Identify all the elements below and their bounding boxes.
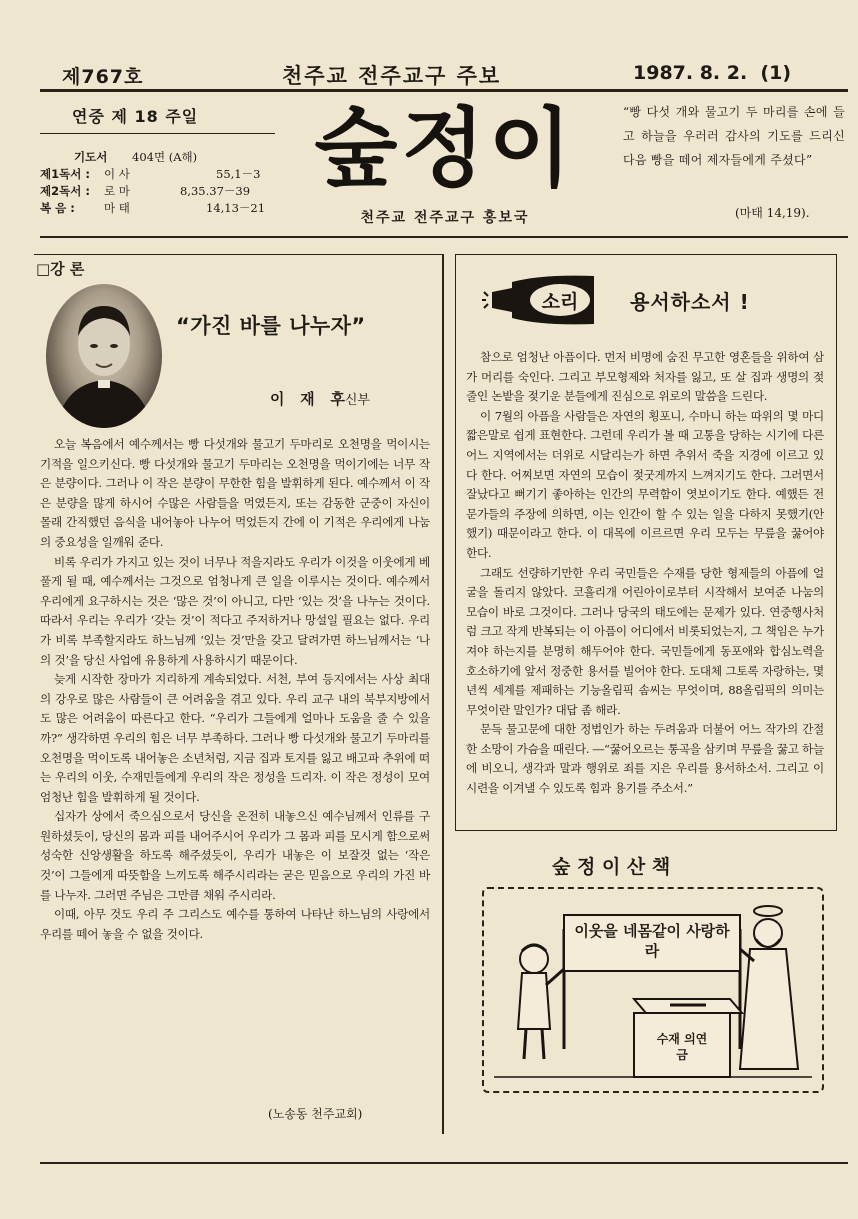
author-photo <box>46 284 162 428</box>
cartoon-illustration <box>484 889 822 1091</box>
sori-badge: 소리 <box>541 291 579 313</box>
masthead-rule-top <box>40 89 848 92</box>
gospel-quote: “빵 다섯 개와 물고기 두 마리를 손에 들고 하늘을 우러러 감사의 기도를 드리신 다음 빵을 떼어 제자들에게 주셨다” <box>623 105 845 167</box>
reading-ref: 55,1－3 <box>216 167 261 181</box>
page-bottom-rule <box>40 1162 848 1164</box>
sermon-body <box>40 435 430 944</box>
liturgical-week: 연중 제 18 주일 <box>72 107 199 126</box>
cartoon-box-label: 수재 의연금 <box>656 1032 708 1062</box>
reading-row <box>40 149 275 166</box>
sermon-paragraph: 오늘 복음에서 예수께서는 빵 다섯개와 물고기 두마리로 오천명을 먹이시는 기적을 일으키신다. 빵 다섯개와 물고기 두마리는 오천명을 먹이기에는 너무 작은 분량이다. 그러나 이 작은 분량이 무한한 힘을 발휘하게 된다. 예수께서 이 작은 분량을 많게 하시어 수많은 사람들을 먹였든지, 또는 감동한 군중이 자신이 몰래 간직했던 음식을 내어놓아 나누어 먹었든지 간에 이 기적은 우리에게 나눔의 중요성을 일깨워 준다. <box>40 437 430 549</box>
readings-list <box>40 149 275 217</box>
reading-row <box>40 200 275 217</box>
sori-body <box>466 348 824 799</box>
sori-title: 용서하소서 ! <box>630 290 750 314</box>
reading-book: 이 사 <box>104 167 130 181</box>
masthead-rule-bottom <box>40 236 848 238</box>
issue-date: 1987. 8. 2. (1) <box>633 62 792 84</box>
issue-number: 제767호 <box>62 66 144 88</box>
cartoon-frame <box>482 887 824 1093</box>
reading-book: 마 태 <box>104 201 130 215</box>
reading-book: 로 마 <box>104 184 130 198</box>
reading-label: 제1독서 : <box>40 167 90 181</box>
sori-paragraph: 그래도 선량하기만한 우리 국민들은 수재를 당한 형제들의 아픔에 얼굴을 돌리지 않았다. 코흘리개 어린아이로부터 시작해서 보여준 나눔의 모습이 바로 그것이다. 그러나 당국의 태도에는 문제가 있다. 연중행사처럼 크고 작게 반복되는 이 아픔이 어디에서 비롯되었는지, 그 책임은 누가 져야 하는지를 분명히 해두어야 한다. 국민들에게 동포애와 합심노력을 호소하기에 앞서 정중한 용서를 빌어야 한다. 도대체 그토록 자랑하는, 몇 년씩 세계를 제패하는 기능올림픽 솜씨는 무엇이며, 88올림픽의 의미는 무엇이란 말인가? 대답 좀 해라. <box>466 565 824 717</box>
sori-paragraph: 참으로 엄청난 아픔이다. 먼저 비명에 숨진 무고한 영혼들을 위하여 삼가 머리를 숙인다. 그리고 부모형제와 처자를 잃고, 또 살 집과 생명의 젖줄인 논밭을 젖기운 분들에게 진심으로 위로의 말씀을 드린다. <box>466 350 824 404</box>
reading-label: 기도서 <box>74 150 108 164</box>
paper-subtitle: 천주교 전주교구 홍보국 <box>360 210 530 226</box>
paper-title: 숲정이 <box>314 99 576 199</box>
sermon-paragraph: 비록 우리가 가지고 있는 것이 너무나 적을지라도 우리가 이것을 이웃에게 베풀게 될 때, 예수께서는 그것으로 엄청나게 큰 일을 이루시는 것이다. 예수께서 우리에게 요구하시는 것은 ‘많은 것’이 아니고, 다만 ‘있는 것’을 나누는 것이다. 따라서 우리는 우리가 ‘갖는 것’이 적다고 주저하거나 망설일 필요는 없다. 우리가 비록 부족할지라도 하느님께 ‘있는 것’만을 갖고 달려가면 하느님께서는 ‘나의 것’을 당신 사업에 유용하게 사용하시기 때문이다. <box>40 554 430 667</box>
author-role: 신부 <box>344 393 370 408</box>
author-name: 이 재 후 <box>270 390 345 408</box>
sori-paragraph: 문득 물고문에 대한 정법인가 하는 두려움과 더불어 어느 작가의 간절한 소망이 가슴을 때린다. ―“꿇어오르는 통곡을 삼키며 무릎을 꿇고 하늘에 비오니, 생각과 말과 행위로 죄를 지은 우리를 용서하소서. 그리고 이 시련을 이겨낼 수 있도록 힘과 용기를 주소서.” <box>466 722 824 796</box>
publisher-line: 천주교 전주교구 주보 <box>282 64 502 88</box>
reading-row <box>40 166 275 183</box>
sermon-section-label: □강 론 <box>36 260 85 278</box>
reading-row <box>40 183 275 200</box>
gospel-citation: (마태 14,19). <box>735 206 810 220</box>
author-portrait-icon <box>46 284 162 428</box>
sermon-title: “가진 바를 나누자” <box>176 314 366 338</box>
left-column-rule <box>442 254 444 1134</box>
reading-ref: 14,13－21 <box>206 201 266 215</box>
cartoon-title: 숲 정 이 산 책 <box>552 856 671 878</box>
sermon-paragraph: 늦게 시작한 장마가 지리하게 계속되었다. 서천, 부여 등지에서는 사상 최대의 강우로 많은 사람들이 큰 어려움을 겪고 있다. 우리 교구 내의 북부지방에서도 많은 어려움이 따른다고 한다. “우리가 그들에게 얼마나 도움을 줄 수 있을까?” 생각하면 우리의 힘은 너무 부족하다. 그러나 빵 다섯개와 물고기 두마리를 오천명을 먹이도록 내어놓은 소년처럼, 지금 집과 토지를 잃고 배고파 추위에 떠는 우리의 이웃, 수재민들에게 우리의 작은 정성을 드리자. 이 작은 정성이 모여 엄청난 힘을 발휘하게 될 것이다. <box>40 672 430 804</box>
sermon-author <box>270 388 370 409</box>
reading-label: 복 음 : <box>40 201 75 215</box>
reading-ref: 8,35.37－39 <box>180 184 251 198</box>
sermon-paragraph: 이때, 아무 것도 우리 주 그리스도 예수를 통하여 나타난 하느님의 사랑에서 우리를 떼어 놓을 수 없을 것이다. <box>40 907 430 941</box>
sori-header <box>482 270 602 330</box>
sermon-source: (노송동 천주교회) <box>268 1107 363 1121</box>
reading-label: 제2독서 : <box>40 184 90 198</box>
reading-book: 404면 (A해) <box>132 150 198 164</box>
sori-paragraph: 이 7월의 아픔을 사람들은 자연의 횡포니, 수마니 하는 따위의 몇 마디 짧은말로 쉽게 표현한다. 그런데 우리가 볼 때 고통을 당하는 시기에 다른 어느 지역에서는 더위로 시달리는가 하면 추위서 죽을 지경에 이르고 있다 한다. 어찌보면 자연의 모습이 젖굿게까지 느껴지기도 한다. 그러면서 잘났다고 뻐기기 좋아하는 인간의 무력함이 엿보이기도 한다. 예했든 전문가들의 주장에 의하면, 이는 인간이 할 수 있는 일을 다하지 못했기(안했기) 때문이라고 한다. 이 대목에 이르르면 우리 모두는 무릎을 꿇어야 한다. <box>466 408 824 560</box>
cartoon-banner: 이웃을 네몸같이 사랑하라 <box>574 922 730 960</box>
sermon-paragraph: 십자가 상에서 죽으심으로서 당신을 온전히 내놓으신 예수님께서 인류를 구원하셨듯이, 당신의 몸과 피를 내어주시어 우리가 그 몸과 피를 모시게 함으로써 성숙한 신앙생활을 하도록 해주셨듯이, 우리가 내놓은 이 보잘것 없는 ‘작은 것’이 그들에게 따뜻함을 느끼도록 해주시리라는 굳은 믿음으로 우리의 가진 바를 나누자. 그러면 주님은 그만큼 채워 주시리라. <box>40 809 430 902</box>
